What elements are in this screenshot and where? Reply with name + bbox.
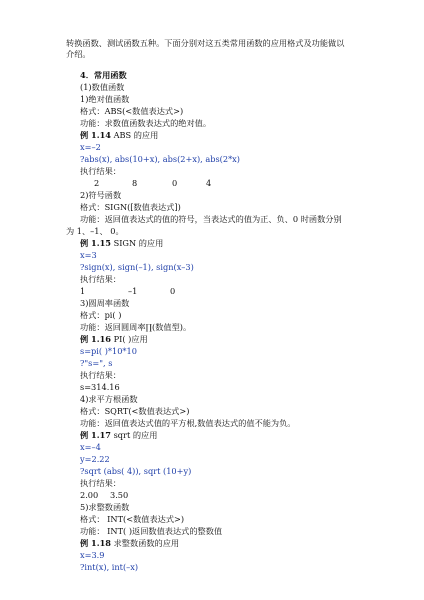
example-number: 例 1.15 — [80, 238, 111, 248]
example-number: 例 1.18 — [80, 538, 111, 548]
result-value: 0 — [170, 286, 176, 296]
code-line: ?"s=", s — [80, 358, 113, 368]
function-heading: 1)绝对值函数 — [80, 94, 130, 104]
function-line: 功能：返回值表达式值的平方根,数值表达式的值不能为负。 — [80, 418, 296, 428]
function-heading: 2)符号函数 — [80, 190, 122, 200]
format-line: 格式：SIGN([数值表达式]) — [80, 202, 181, 212]
subsection-heading: (1)数值函数 — [80, 82, 125, 92]
result-value: 8 — [132, 178, 138, 188]
example-title: SIGN 的应用 — [110, 238, 164, 248]
example-title: PI( )应用 — [110, 334, 148, 344]
result-label: 执行结果： — [80, 478, 121, 488]
example-number: 例 1.17 — [80, 430, 111, 440]
result-label: 执行结果： — [80, 274, 121, 284]
example-number: 例 1.16 — [80, 334, 111, 344]
function-line: 功能： INT( )返回数值表达式的整数值 — [80, 526, 223, 536]
format-line: 格式：ABS(<数值表达式>) — [80, 106, 184, 116]
code-line: y=2.22 — [80, 454, 110, 464]
code-line: ?int(x), int(–x) — [80, 562, 139, 572]
code-line: x=–2 — [80, 142, 101, 152]
example-heading — [80, 334, 148, 345]
format-line: 格式： INT(<数值表达式>) — [80, 514, 185, 524]
section-heading: 4．常用函数 — [80, 70, 127, 80]
format-line: 格式：pi( ) — [80, 310, 122, 320]
code-line: s=pi( )*10*10 — [80, 346, 137, 356]
example-number: 例 1.14 — [80, 130, 111, 140]
result-value: 0 — [172, 178, 178, 188]
result-value: 4 — [206, 178, 212, 188]
paragraph-line: 介绍。 — [66, 49, 91, 59]
result-values — [94, 178, 211, 189]
function-heading: 5)求整数函数 — [80, 502, 130, 512]
function-line: 功能：求数值函数表达式的绝对值。 — [80, 118, 212, 128]
example-heading — [80, 538, 179, 549]
result-value: s=314.16 — [80, 382, 120, 392]
function-line: 功能：返回值表达式的值的符号，当表达式的值为正、负、0 时函数分别 — [80, 214, 342, 224]
code-line: ?abs(x), abs(10+x), abs(2+x), abs(2*x) — [80, 154, 240, 164]
function-line: 为 1、–1、 0。 — [66, 226, 124, 236]
result-value: 2 — [94, 178, 100, 188]
function-heading: 3)圆周率函数 — [80, 298, 130, 308]
code-line: x=3.9 — [80, 550, 105, 560]
result-label: 执行结果： — [80, 370, 121, 380]
result-label: 执行结果： — [80, 166, 121, 176]
result-value: 2.00 — [80, 490, 99, 500]
example-heading — [80, 130, 158, 141]
result-value: 1 — [80, 286, 86, 296]
example-heading — [80, 238, 163, 249]
function-line: 功能：返回圆周率∏(数值型)。 — [80, 322, 192, 332]
code-line: ?sqrt (abs( 4)), sqrt (10+y) — [80, 466, 192, 476]
code-line: x=3 — [80, 250, 97, 260]
result-values — [80, 286, 175, 297]
example-title: sqrt 的应用 — [110, 430, 158, 440]
result-values — [80, 490, 128, 501]
result-value: –1 — [128, 286, 138, 296]
format-line: 格式：SQRT(<数值表达式>) — [80, 406, 190, 416]
function-heading: 4)求平方根函数 — [80, 394, 138, 404]
code-line: x=–4 — [80, 442, 101, 452]
example-heading — [80, 430, 157, 441]
example-title: ABS 的应用 — [110, 130, 159, 140]
paragraph-line: 转换函数、测试函数五种。下面分别对这五类常用函数的应用格式及功能做以 — [66, 38, 345, 48]
code-line: ?sign(x), sign(–1), sign(x–3) — [80, 262, 194, 272]
example-title: 求整数函数的应用 — [110, 538, 180, 548]
result-value: 3.50 — [110, 490, 129, 500]
